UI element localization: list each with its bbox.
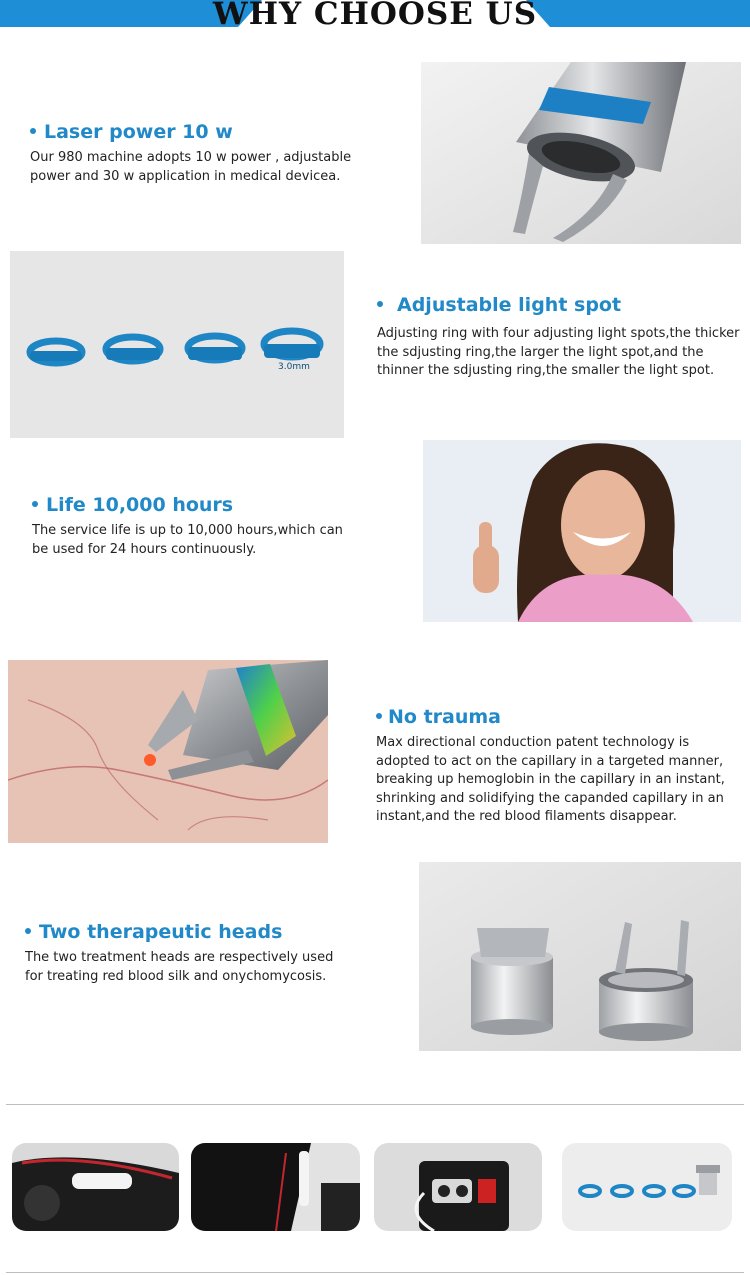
- feature-title: Adjustable light spot: [397, 294, 622, 316]
- thumbnail-handle[interactable]: [12, 1143, 179, 1231]
- feature-two-heads: [25, 921, 355, 986]
- bullet-icon: [32, 501, 38, 507]
- handpiece-image: [421, 62, 741, 244]
- feature-title: Laser power 10 w: [44, 121, 233, 143]
- feature-title: Life 10,000 hours: [46, 494, 234, 516]
- bullet-icon: [25, 928, 31, 934]
- feature-light-spot: [377, 294, 742, 381]
- treatment-heads-image: [419, 862, 741, 1051]
- thumbnail-accessories[interactable]: [562, 1143, 732, 1231]
- feature-title: No trauma: [388, 706, 501, 728]
- adjusting-rings-image: [10, 251, 344, 438]
- feature-body: Max directional conduction patent technology is adopted to act on the capillary in a targeted manner, breaking up hemoglobin in the capillary in an instant, shrinking and solidifying the capanded capillary in an instant,and the red blood filaments disappear.: [376, 735, 725, 824]
- feature-body: Our 980 machine adopts 10 w power , adjustable power and 30 w application in medical devicea.: [30, 150, 352, 184]
- feature-body: Adjusting ring with four adjusting light spots,the thicker the sdjusting ring,the larger the light spot,and the thinner the sdjusting ring,the smaller the light spot.: [377, 326, 740, 378]
- feature-title: Two therapeutic heads: [39, 921, 283, 943]
- bottom-divider: [6, 1272, 744, 1273]
- feature-life: [32, 494, 352, 559]
- feature-body: The two treatment heads are respectively used for treating red blood silk and onychomycosis.: [25, 950, 334, 984]
- section-divider: [6, 1104, 744, 1105]
- treatment-skin-image: [8, 660, 328, 843]
- feature-body: The service life is up to 10,000 hours,which can be used for 24 hours continuously.: [32, 523, 343, 557]
- thumbnail-control-panel[interactable]: [374, 1143, 542, 1231]
- smiling-woman-image: [423, 440, 741, 622]
- feature-no-trauma: [376, 706, 741, 827]
- thumbnail-device-side[interactable]: [191, 1143, 360, 1231]
- feature-laser-power: [30, 121, 360, 186]
- bullet-icon: [376, 713, 382, 719]
- page-title: WHY CHOOSE US: [212, 0, 538, 32]
- ring-size-label: 3.0mm: [278, 362, 310, 372]
- bullet-icon: [30, 128, 36, 134]
- bullet-icon: [377, 301, 383, 307]
